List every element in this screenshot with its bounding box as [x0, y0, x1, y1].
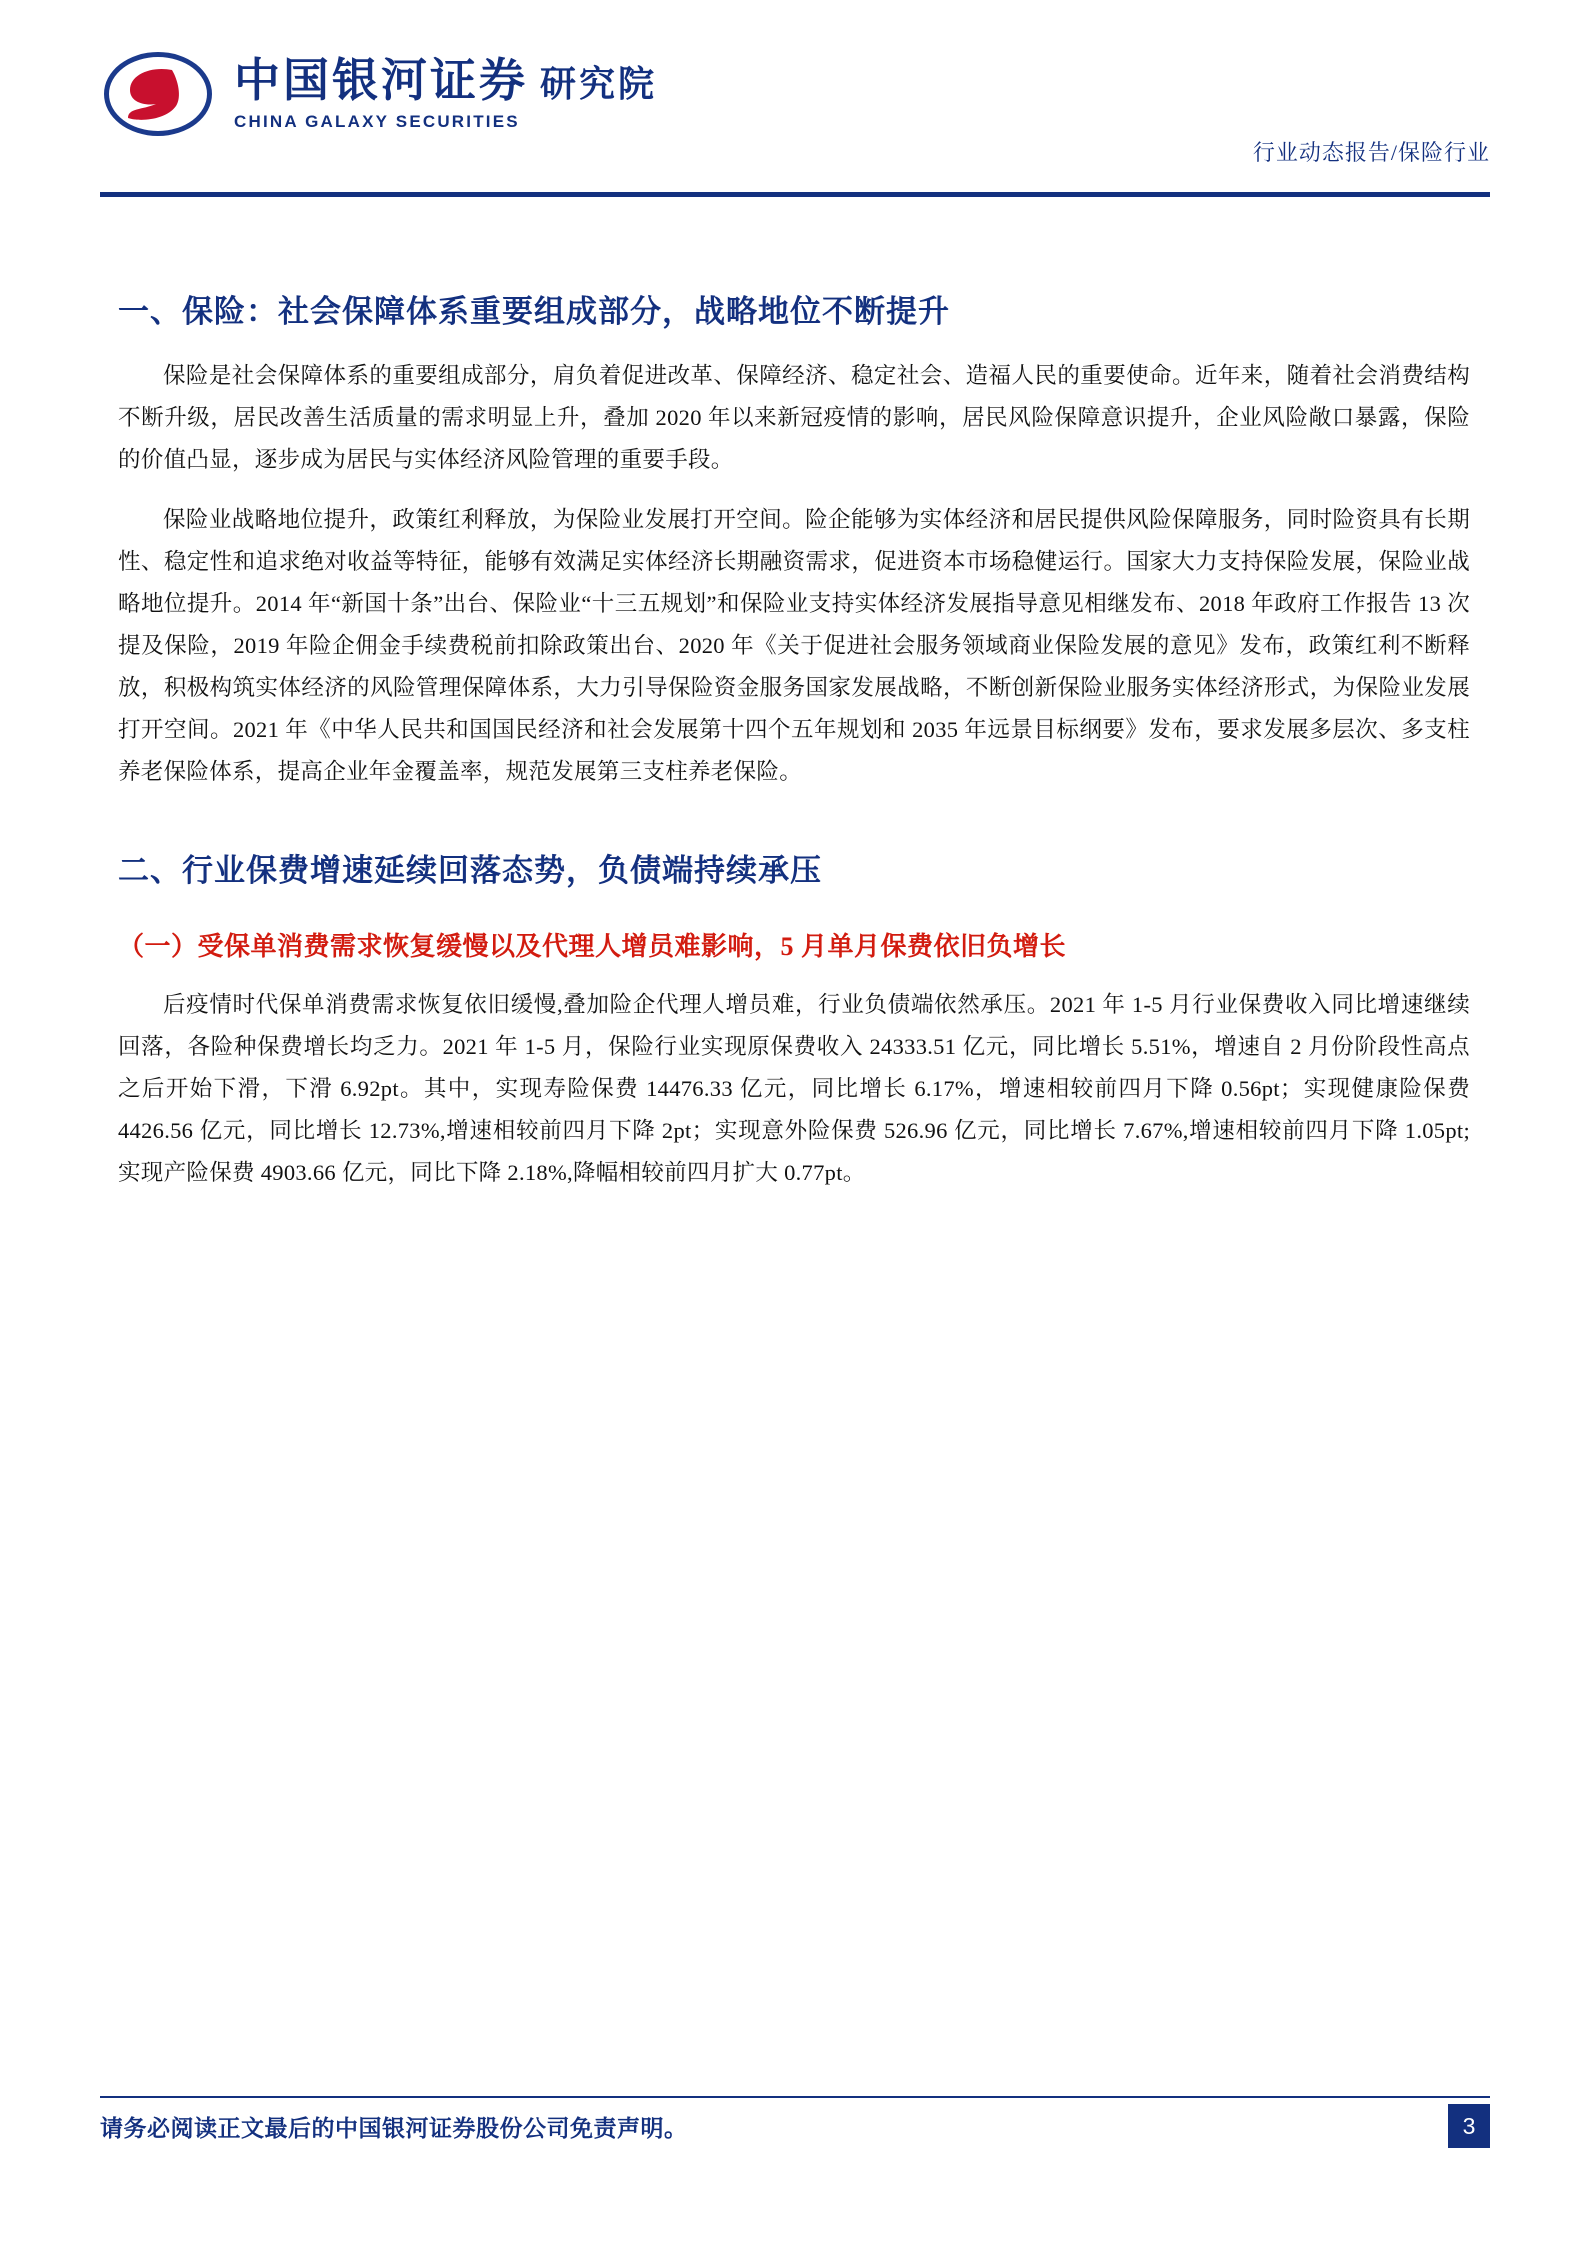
header-divider	[100, 192, 1490, 197]
paragraph-1-2: 保险业战略地位提升，政策红利释放，为保险业发展打开空间。险企能够为实体经济和居民提供风险保障服务，同时险资具有长期性、稳定性和追求绝对收益等特征，能够有效满足实体经济长期融资需求，促进资本市场稳健运行。国家大力支持保险发展，保险业战略地位提升。2014 年“新国十条”出台、保险业“十三五规划”和保险业支持实体经济发展指导意见相继发布、2018 年政府工作报告 13 次提及保险，2019 年险企佣金手续费税前扣除政策出台、2020 年《关于促进社会服务领域商业保险发展的意见》发布，政策红利不断释放，积极构筑实体经济的风险管理保障体系，大力引导保险资金服务国家发展战略，不断创新保险业服务实体经济形式，为保险业发展打开空间。2021 年《中华人民共和国国民经济和社会发展第十四个五年规划和 2035 年远景目标纲要》发布，要求发展多层次、多支柱养老保险体系，提高企业年金覆盖率，规范发展第三支柱养老保险。	[118, 507, 1470, 785]
section-heading-2: 二、行业保费增速延续回落态势，负债端持续承压	[118, 853, 822, 889]
report-type-label: 行业动态报告/保险行业	[1252, 140, 1490, 165]
logo-company-name: 中国银河证券	[234, 54, 528, 106]
document-body	[118, 290, 1470, 1212]
footer-divider	[100, 2096, 1490, 2098]
paragraph-1-1: 保险是社会保障体系的重要组成部分，肩负着促进改革、保障经济、稳定社会、造福人民的重要使命。近年来，随着社会消费结构不断升级，居民改善生活质量的需求明显上升，叠加 2020 年以来新冠疫情的影响，居民风险保障意识提升，企业风险敞口暴露，保险的价值凸显，逐步成为居民与实体经济风险管理的重要手段。	[118, 363, 1470, 473]
company-logo	[100, 48, 657, 140]
paragraph-2-1: 后疫情时代保单消费需求恢复依旧缓慢,叠加险企代理人增员难，行业负债端依然承压。2021 年 1-5 月行业保费收入同比增速继续回落，各险种保费增长均乏力。2021 年 1-5 月，保险行业实现原保费收入 24333.51 亿元，同比增长 5.51%，增速自 2 月份阶段性高点之后开始下滑，下滑 6.92pt。其中，实现寿险保费 14476.33 亿元，同比增长 6.17%，增速相较前四月下降 0.56pt；实现健康险保费 4426.56 亿元，同比增长 12.73%,增速相较前四月下降 2pt；实现意外险保费 526.96 亿元，同比增长 7.67%,增速相较前四月下降 1.05pt; 实现产险保费 4903.66 亿元，同比下降 2.18%,降幅相较前四月扩大 0.77pt。	[118, 991, 1470, 1185]
logo-english-name: CHINA GALAXY SECURITIES	[234, 112, 520, 132]
footer-disclaimer: 请务必阅读正文最后的中国银河证券股份公司免责声明。	[100, 2116, 688, 2141]
page-header	[100, 48, 1490, 188]
logo-institute-name: 研究院	[540, 63, 658, 104]
section-heading-1: 一、保险：社会保障体系重要组成部分，战略地位不断提升	[118, 294, 950, 329]
page-number-badge: 3	[1448, 2104, 1490, 2148]
galaxy-logo-icon	[100, 48, 218, 140]
logo-wordmark	[234, 56, 657, 133]
subsection-heading-2-1: （一）受保单消费需求恢复缓慢以及代理人增员难影响，5 月单月保费依旧负增长	[118, 931, 1067, 961]
